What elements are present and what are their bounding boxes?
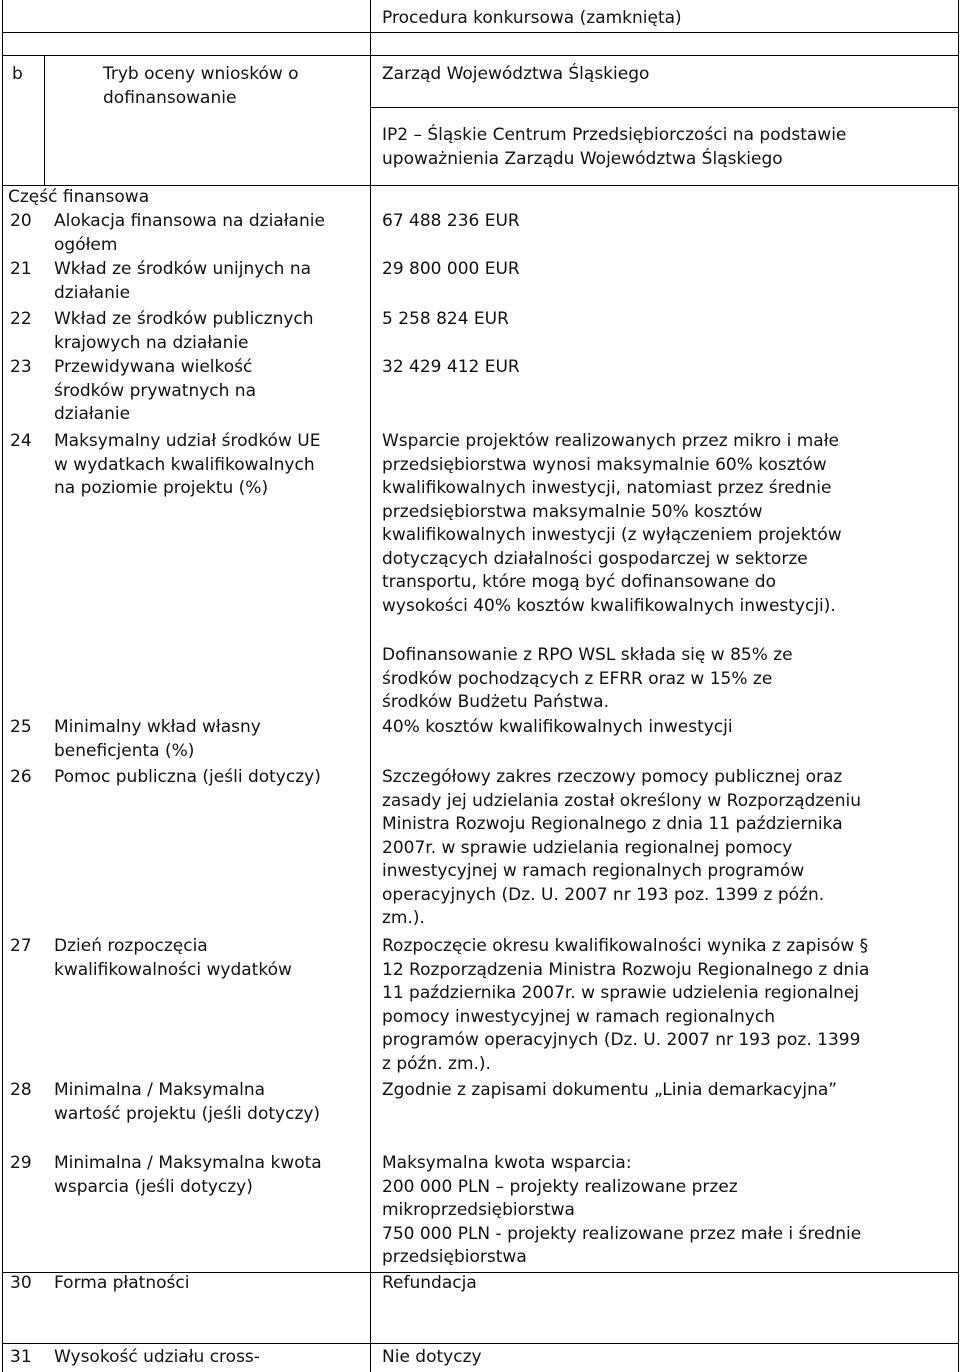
row-27-number: 27 [10,936,32,956]
row-20-number: 20 [10,211,32,231]
row-29-number: 29 [10,1153,32,1173]
row-22-value: 5 258 824 EUR [382,309,509,329]
row-b-value-ip2: IP2 – Śląskie Centrum Przedsiębiorczości na podstawie upoważnienia Zarządu Województwa Śląskiego [382,125,847,169]
row-20-label: Alokacja finansowa na działanie ogółem [54,211,325,255]
divider-row-31-top [2,1343,959,1344]
row-30-value: Refundacja [382,1273,477,1293]
row-22-number: 22 [10,309,32,329]
row-30-number: 30 [10,1273,32,1293]
section-title-financial: Część finansowa [8,187,150,207]
row-31-number: 31 [10,1347,32,1367]
row-31-value: Nie dotyczy [382,1347,482,1367]
row-25-label: Minimalny wkład własny beneficjenta (%) [54,717,261,761]
row-24-label: Maksymalny udział środków UE w wydatkach kwalifikowalnych na poziomie projektu (%) [54,431,321,498]
row-27-label: Dzień rozpoczęcia kwalifikowalności wydatków [54,936,292,980]
row-24-number: 24 [10,431,32,451]
row-28-value: Zgodnie z zapisami dokumentu „Linia demarkacyjna” [382,1080,838,1100]
row-24-value-extra: Dofinansowanie z RPO WSL składa się w 85% ze środków pochodzących z EFRR oraz w 15% ze środków Budżetu Państwa. [382,645,793,712]
row-20-value: 67 488 236 EUR [382,211,520,231]
row-28-label: Minimalna / Maksymalna wartość projektu (jeśli dotyczy) [54,1080,321,1124]
row-b-value-managing-board: Zarząd Województwa Śląskiego [382,64,650,84]
divider-value-col [370,0,371,1372]
divider-row-b-inner [370,107,959,108]
row-b-label: Tryb oceny wniosków o dofinansowanie [103,64,299,108]
divider-outer-right [958,0,959,1372]
row-26-value: Szczegółowy zakres rzeczowy pomocy publicznej oraz zasady jej udzielania został określony w Rozporządzeniu Ministra Rozwoju Regionalnego z dnia 11 października 2007r. w sprawie udzielania regionalnej pomocy inwestycyjnej w ramach regionalnych programów operacyjnych (Dz. U. 2007 nr 193 poz. 1399 z późn. zm.). [382,767,861,928]
row-29-value: Maksymalna kwota wsparcia: 200 000 PLN – projekty realizowane przez mikroprzedsiębiorstwa 750 000 PLN - projekty realizowane przez małe i średnie przedsiębiorstwa [382,1153,862,1267]
divider-outer-left [2,0,3,1372]
row-21-value: 29 800 000 EUR [382,259,520,279]
row-27-value: Rozpoczęcie okresu kwalifikowalności wynika z zapisów § 12 Rozporządzenia Ministra Rozwoju Regionalnego z dnia 11 października 2007r. w sprawie udzielenia regionalnej pomocy inwestycyjnej w ramach regionalnych programów operacyjnych (Dz. U. 2007 nr 193 poz. 1399 z późn. zm.). [382,936,870,1074]
divider-row-b-top [2,55,959,56]
row-29-label: Minimalna / Maksymalna kwota wsparcia (jeśli dotyczy) [54,1153,322,1197]
row-21-label: Wkład ze środków unijnych na działanie [54,259,312,303]
row-24-value: Wsparcie projektów realizowanych przez mikro i małe przedsiębiorstwa wynosi maksymalnie 60% kosztów kwalifikowalnych inwestycji, natomiast przez średnie przedsiębiorstwa maksymalnie 50% kosztów kwalifikowalnych inwestycji (z wyłączeniem projektów dotyczących działalności gospodarczej w sektorze transportu, które mogą być dofinansowane do wysokości 40% kosztów kwalifikowalnych inwestycji). [382,431,842,616]
row-26-label: Pomoc publiczna (jeśli dotyczy) [54,767,321,787]
row-23-number: 23 [10,357,32,377]
row-28-number: 28 [10,1080,32,1100]
row-25-number: 25 [10,717,32,737]
divider-header-bottom [2,32,959,33]
divider-number-col [44,55,45,185]
row-30-label: Forma płatności [54,1273,190,1293]
row-23-label: Przewidywana wielkość środków prywatnych na działanie [54,357,256,424]
row-25-value: 40% kosztów kwalifikowalnych inwestycji [382,717,733,737]
row-31-label: Wysokość udziału cross- [54,1347,260,1367]
row-23-value: 32 429 412 EUR [382,357,520,377]
row-22-label: Wkład ze środków publicznych krajowych na działanie [54,309,314,353]
row-b-number: b [12,64,23,84]
row-26-number: 26 [10,767,32,787]
procedure-title: Procedura konkursowa (zamknięta) [382,8,682,28]
row-21-number: 21 [10,259,32,279]
